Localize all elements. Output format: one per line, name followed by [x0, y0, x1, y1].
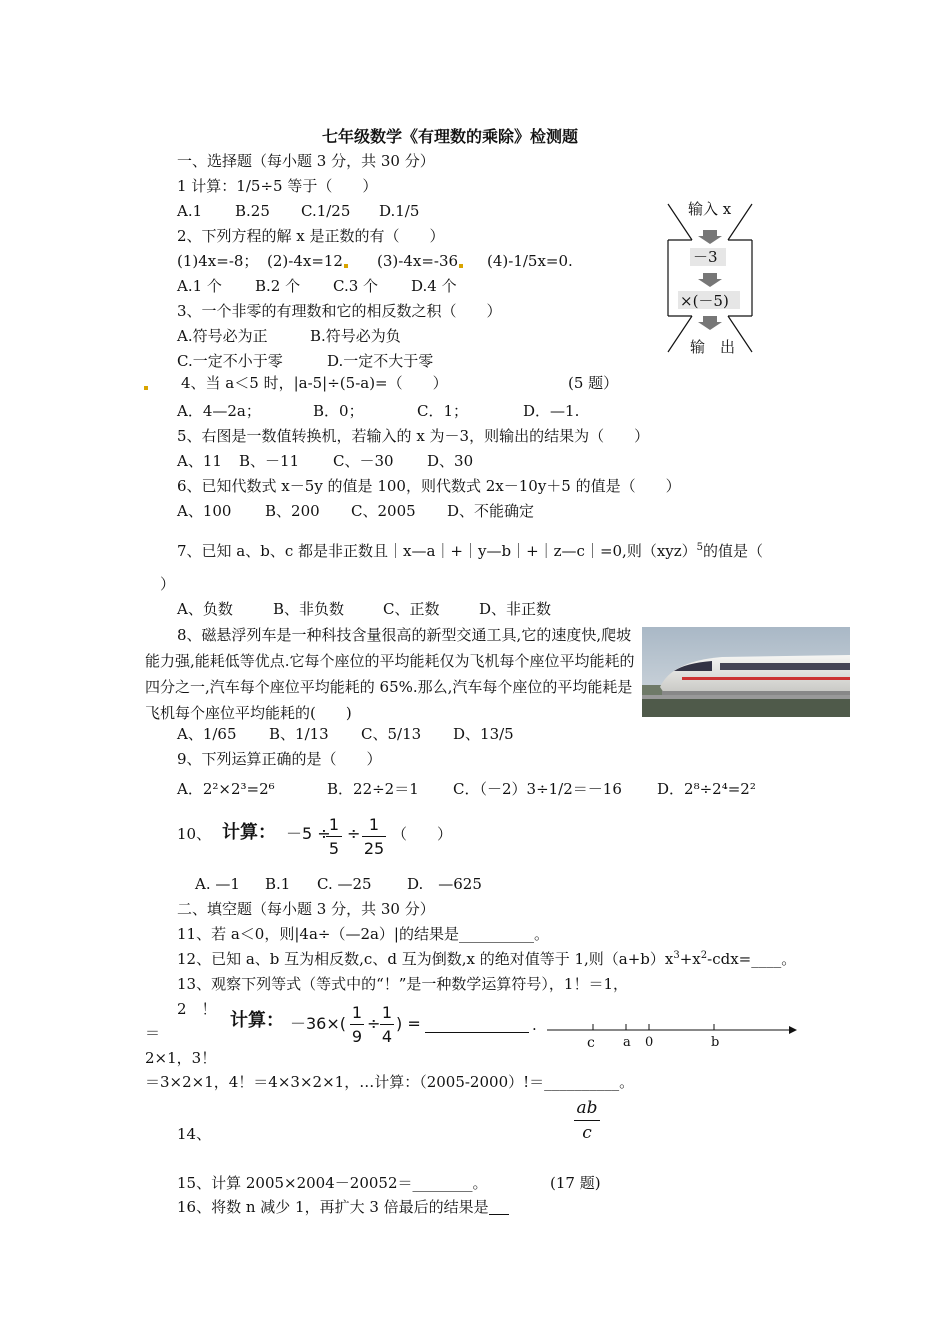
question-6: 6、已知代数式 x－5y 的值是 100，则代数式 2x－10y＋5 的值是（ ）	[177, 477, 681, 495]
option-c: C.3 个	[333, 277, 379, 295]
option-b: B、200	[265, 502, 320, 520]
fraction-one-25th: 1 25	[363, 815, 385, 858]
option-b: B.25	[235, 202, 270, 220]
number-machine-diagram	[660, 196, 760, 356]
option-d: D．—1.	[523, 402, 580, 420]
question-10-label: 10、	[177, 825, 212, 843]
question-10-options	[195, 873, 482, 895]
maglev-train-image	[642, 627, 850, 717]
machine-input-label: 输入 x	[688, 200, 732, 218]
question-10-paren: （ ）	[392, 825, 453, 843]
option-b: B．22÷2＝1	[327, 780, 419, 798]
page-title: 七年级数学《有理数的乘除》检测题	[322, 127, 579, 146]
calc2-close: ) =	[396, 1014, 421, 1033]
question-15: 15、计算 2005×2004－20052＝________。	[177, 1174, 488, 1192]
question-4: 4、当 a＜5 时，|a-5|÷(5-a)=（ ）	[181, 374, 448, 392]
calc-label: 计算：	[222, 822, 276, 843]
arrow-down-icon	[698, 316, 722, 330]
option-c: C. —25	[317, 875, 372, 893]
option-c: C.一定不小于零	[177, 352, 283, 370]
calc2-divide: ÷	[367, 1014, 381, 1033]
question-4-options	[177, 400, 579, 422]
question-13-part: 2 ！	[177, 1000, 217, 1018]
question-7-options	[177, 598, 551, 620]
fraction-one-quarter: 1 4	[381, 1003, 393, 1046]
figure-note-5: (5 题）	[568, 374, 619, 392]
calc2-expr: －36×(	[290, 1014, 347, 1033]
question-14: 14、	[177, 1125, 212, 1143]
question-7-close: ）	[160, 575, 176, 593]
option-c: C.1/25	[301, 202, 351, 220]
question-1-options	[177, 200, 419, 222]
question-16: 16、将数 n 减少 1，再扩大 3 倍最后的结果是	[177, 1196, 509, 1218]
equation-4: (4)-1/5x=0.	[487, 252, 573, 270]
question-2-options	[177, 275, 457, 297]
option-d: D. —625	[407, 875, 482, 893]
option-d: D、非正数	[479, 600, 552, 618]
question-6-options	[177, 500, 534, 522]
option-c: C．1；	[417, 402, 469, 420]
option-a: A．4—2a；	[177, 402, 261, 420]
option-a: A.符号必为正	[177, 327, 268, 345]
option-d-expression: 2⁸÷2⁴=2²	[684, 780, 756, 798]
option-a: A、11	[177, 452, 222, 470]
question-9-options: A．2²×2³=2⁶ B．22÷2＝1 C．（－2）3÷1/2＝－16 D．2⁸÷2⁴=2²	[177, 780, 756, 798]
option-d: D.4 个	[411, 277, 457, 295]
option-a: A.1 个	[177, 277, 222, 295]
question-11: 11、若 a＜0，则|4a÷（—2a）|的结果是__________。	[177, 925, 549, 943]
option-b: B、－11	[239, 452, 300, 470]
option-d: D、30	[427, 452, 474, 470]
number-line-label-b: b	[711, 1035, 720, 1050]
expr-left: －5 ÷	[286, 824, 331, 843]
equation-2: (2)-4x=12	[267, 252, 343, 270]
question-3-options-cd	[177, 350, 433, 372]
option-c: C、2005	[351, 502, 416, 520]
option-a: A. —1	[195, 875, 240, 893]
question-3: 3、一个非零的有理数和它的相反数之积（ ）	[177, 302, 502, 320]
option-b: B、1/13	[269, 725, 329, 743]
question-1: 1 计算：1/5÷5 等于（ ）	[177, 177, 378, 195]
number-line-label-c: c	[587, 1035, 595, 1051]
question-8: 8、磁悬浮列车是一种科技含量很高的新型交通工具,它的速度快,爬坡能力强,能耗低等优点.它每个座位的平均能耗仅为飞机每个座位平均能耗的四分之一,汽车每个座位平均能耗的 65%.那么,汽车每个座位的平均能耗是飞机每个座位平均能耗的( )	[145, 626, 635, 722]
answer-blank	[489, 1198, 509, 1215]
question-5-options	[177, 450, 473, 472]
answer-blank	[425, 1032, 529, 1033]
question-2-items	[177, 250, 573, 272]
calc-label-2: 计算：	[230, 1010, 284, 1031]
option-d: D、13/5	[453, 725, 514, 743]
question-13: 13、观察下列等式（等式中的“！”是一种数学运算符号），1！＝1，	[177, 975, 629, 993]
number-line-label-a: a	[623, 1035, 631, 1050]
fraction-ab-over-c: ab c	[574, 1098, 600, 1143]
option-a: A、1/65	[177, 725, 237, 743]
option-d: D.一定不大于零	[327, 352, 434, 370]
arrow-down-icon	[698, 273, 722, 287]
option-a-expression: 2²×2³=2⁶	[202, 780, 275, 798]
option-d: D、不能确定	[447, 502, 535, 520]
option-b: B.2 个	[255, 277, 301, 295]
number-line-label-zero: 0	[645, 1035, 654, 1050]
question-13-line4: ＝3×2×1，4！＝4×3×2×1，…计算：（2005-2000）!＝__________。	[145, 1073, 635, 1091]
arrow-down-icon	[698, 230, 722, 244]
option-a: A.1	[177, 202, 203, 220]
option-b: B.符号必为负	[310, 327, 401, 345]
option-c: C．（－2）3÷1/2＝－16	[453, 780, 622, 798]
option-d: D.1/5	[379, 202, 420, 220]
question-8-options	[177, 723, 514, 745]
question-12: 12、已知 a、b 互为相反数,c、d 互为倒数,x 的绝对值等于 1,则$(a+b)x^3+x^2-cdx=\_\_\_\_$。	[177, 950, 797, 968]
question-5: 5、右图是一数值转换机，若输入的 x 为－3，则输出的结果为（ ）	[177, 427, 650, 445]
option-a: A、100	[177, 502, 232, 520]
option-c: C、－30	[333, 452, 394, 470]
option-b: B．0；	[313, 402, 364, 420]
machine-step-multiply: ×(－5)	[680, 292, 729, 310]
machine-step-subtract: －3	[693, 248, 718, 266]
question-2: 2、下列方程的解 x 是正数的有（ ）	[177, 227, 445, 245]
option-a: A、负数	[177, 600, 233, 618]
question-3-options-ab	[177, 325, 401, 347]
section-heading-fill: 二、填空题（每小题 3 分，共 30 分）	[177, 900, 435, 918]
number-line	[545, 1018, 800, 1054]
equation-1: (1)4x=-8；	[177, 252, 259, 270]
equation-3: (3)-4x=-36	[377, 252, 459, 270]
question-9: 9、下列运算正确的是（ ）	[177, 750, 382, 768]
arrow-right-icon	[789, 1026, 797, 1034]
divide-op: ÷	[347, 824, 361, 843]
option-b: B、非负数	[273, 600, 345, 618]
option-c: C、正数	[383, 600, 440, 618]
machine-output-label: 输 出	[690, 338, 736, 356]
question-13-equals: ＝	[145, 1024, 161, 1042]
figure-note-17: (17 题)	[550, 1174, 601, 1192]
fraction-one-ninth: 1 9	[351, 1003, 363, 1046]
fraction-one-fifth: 1 5	[326, 815, 342, 858]
option-b: B.1	[265, 875, 291, 893]
section-heading-choice: 一、选择题（每小题 3 分，共 30 分）	[177, 152, 435, 170]
question-13-line3: 2×1，3！	[145, 1049, 217, 1067]
question-7: 7、已知 a、b、c 都是非正数且｜x—a｜+｜y—b｜+｜z—c｜=0,则（xyz）$^5$的值是（	[177, 542, 764, 560]
option-c: C、5/13	[361, 725, 422, 743]
